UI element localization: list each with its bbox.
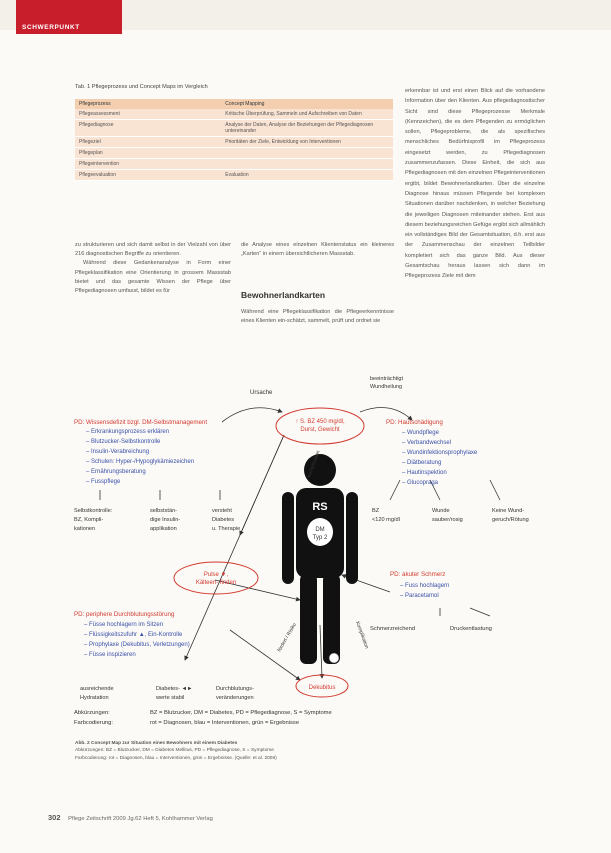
table-header-cell: Concept Mapping	[221, 99, 393, 109]
pd-wunde-item: – Hautinspektion	[402, 470, 447, 476]
column-left	[75, 241, 231, 296]
outcome-item: ausreichende	[80, 686, 114, 692]
pd-wunde-item: – Verbandwechsel	[402, 440, 452, 446]
pd-wissen-item: – Insulin-Verabreichung	[86, 449, 150, 455]
pd-wunde-item: – Glucopraga	[402, 480, 439, 486]
pd-wunde-item: – Wundinfektionsprophylaxe	[402, 450, 478, 456]
legend-label: Abkürzungen:	[74, 710, 110, 716]
label-factor: fördert / Risiko	[276, 622, 298, 653]
outcome-item: Selbstkontrolle:	[74, 508, 113, 514]
pd-schmerz-item: – Fuss hochlagern	[400, 583, 450, 589]
table-cell	[221, 159, 393, 170]
outcome-item: Hydratation	[80, 695, 109, 701]
pd-durchblutung-list	[84, 622, 190, 658]
puls-line1: Pulse ▼,	[203, 572, 229, 578]
table-cell: Pflegeintervention	[75, 159, 221, 170]
section-tab	[16, 0, 122, 34]
foot-wound-marker	[329, 653, 339, 663]
outcome-item: Schmerzreichend	[370, 626, 416, 632]
outcome-item: <120 mg/dl	[372, 517, 400, 523]
caption-line: Farbcodierung: rot = Diagnosen, blau = Interventionen, grün = Ergebnisse. (Quelle: et al. 2008)	[75, 755, 277, 761]
table-caption: Tab. 1 Pflegeprozess und Concept Maps im Vergleich	[75, 84, 208, 90]
table-row	[75, 170, 393, 181]
caption-line: Abkürzungen: BZ = Blutzucker, DM = Diabetes Mellitus, PD = Pflegediagnose, S = Symptome	[75, 748, 274, 754]
outcome-item: versteht	[212, 508, 232, 514]
outcome-item: selbststän-	[150, 508, 178, 514]
section-heading: Bewohnerlandkarten	[241, 290, 326, 300]
page-number: 302	[48, 813, 61, 822]
center-node-line2: Durst, Gewicht	[300, 427, 340, 433]
table-row	[75, 137, 393, 148]
table-cell: Pflegeplan	[75, 148, 221, 159]
paragraph: zu strukturieren und sich damit selbst in der Vielzahl von über 216 diagnostischen Begriffe zu orientieren.	[75, 242, 231, 258]
pd-wissen-item: – Schulen: Hyper-/Hypoglykämiezeichen	[86, 459, 195, 465]
outcome-item: Durchblutungs-	[216, 686, 254, 692]
outcome-item: BZ	[372, 508, 380, 514]
outcome-item: Keine Wund-	[492, 508, 525, 514]
table-row	[75, 109, 393, 120]
pd-durchblutung-item: – Füsse inspizieren	[84, 652, 136, 658]
center-node	[276, 408, 364, 444]
pd-wissen-item: – Fusspflege	[86, 479, 121, 485]
footer-text: Pflege Zeitschrift 2009 Jg.62 Heft 5, Kohlhammer Verlag	[68, 816, 213, 822]
figure-badge-line2: Typ 2	[312, 535, 328, 541]
outcome-item: u. Therapie	[212, 526, 241, 532]
table-cell: Evaluation	[221, 170, 393, 181]
outcome-item: dige Insulin-	[150, 517, 181, 523]
figure-initials: RS	[312, 501, 328, 513]
pd-wissen-list	[86, 429, 194, 485]
table-row	[75, 159, 393, 170]
concept-map	[60, 360, 552, 728]
legend-text: BZ = Blutzucker, DM = Diabetes, PD = Pflegediagnose, S = Symptome	[150, 710, 332, 716]
pd-schmerz-list	[400, 583, 449, 599]
diagram-legend	[74, 710, 332, 726]
pd-wissen-item: – Blutzucker-Selbstkontrolle	[86, 439, 161, 445]
outcome-item: kationen	[74, 526, 96, 532]
outcome-item: Diabetes- ◄►	[156, 686, 193, 692]
label-komplikation-right: Komplikation	[354, 620, 370, 650]
outcome-item: applikation	[150, 526, 177, 532]
table-row	[75, 148, 393, 159]
column-middle-bottom: Während eine Pflegeklassifikation die Pflegeerkenntnisse eines Klienten ein-schätzt, sammelt, prüft und ordnet sie	[241, 309, 394, 325]
table-header-cell: Pflegeprozess	[75, 99, 221, 109]
puls-line2: Kälteen- finden	[195, 580, 237, 586]
pd-schmerz-title: PD: akuter Schmerz	[390, 571, 446, 578]
table-cell	[221, 148, 393, 159]
outcome-item: Wunde	[432, 508, 450, 514]
pd-durchblutung-item: – Flüssigkeitszufuhr ▲, Ein-Kontrolle	[84, 632, 183, 638]
label-ursache: Ursache	[250, 390, 273, 396]
pd-wissen-item: – Erkrankungsprozess erklären	[86, 429, 170, 435]
pd-wissen-title: PD: Wissensdefizit bzgl. DM-Selbstmanagement	[74, 419, 208, 426]
pd-wunde-item: – Wundpflege	[402, 430, 439, 436]
paragraph: Während diese Gedankenanalyse in Form einer Pflegeklassifikation eine Orientierung in grossem Massstab bietet und das gesamte Wissen der Pflege über Pflegediagnosen umfasst, bildet es für	[75, 260, 231, 295]
label-wundheilung-2: Wundheilung	[370, 384, 403, 390]
pd-wunde-outcomes	[372, 508, 529, 523]
pd-wissen-outcomes	[74, 508, 240, 532]
table-cell: Pflegeassessment	[75, 109, 221, 120]
pd-schmerz-outcomes	[370, 626, 492, 632]
comparison-table	[75, 99, 393, 181]
pd-durchblutung-item: – Prophylaxe (Dekubitus, Verletzungen)	[84, 642, 190, 648]
pd-wunde-list	[402, 430, 478, 486]
column-right: erkennbar ist und erst einen Blick auf die vorhandene Information über den Klienten. Aus pflegediagnostischer Sicht sind diese Pflegeprozesse Merkmale (Kennzeichen), die es dem Pflegenden zu ermöglichen sollen, Pflegeprobleme, die als spezifisches menschliches Bedürfnisprofil im Pflegeprozess eingesetzt werden, zu Pflegediagnosen zusammenzufassen. Diese Einheit, die sich aus Pflegediagnosen mit den einzelnen Pflegeinterventionen ergibt, bildet Bewohnerlandkarten. Über die einzelne Diagnose hinaus müssen Pflegende bei komplexen Situationen darüber nachdenken, in welcher Beziehung die jeweiligen Diagnosen miteinander stehen. Erst aus diesem beziehungsreichen Gefüge ergibt sich allmählich ein vollständiges Bild der Gesamtsituation, d.h. erst aus der Zusammenschau der einzelnen Teilbilder kompletiert sich das ganze Bild. Aus dieser Gesamtschau heraus lassen sich dann im Pflegeprozess Ziele mit dem	[405, 88, 545, 280]
outcome-item: sauber/rosig	[432, 517, 463, 523]
label-komplikation-left: Komplikation	[306, 449, 322, 479]
label-wundheilung: beeinträchtigt	[370, 376, 404, 382]
pd-wunde-title: PD: Hautschädigung	[386, 419, 443, 426]
outcome-item: Druckentlastung	[450, 626, 492, 632]
table-row	[75, 120, 393, 137]
table-cell: Prioritäten der Ziele, Entwicklung von Interventionen	[221, 137, 393, 148]
pd-wissen-item: – Ernährungsberatung	[86, 469, 146, 475]
section-label: SCHWERPUNKT	[22, 24, 80, 31]
table-cell: Pflegeevaluation	[75, 170, 221, 181]
figure-caption	[75, 740, 375, 762]
pd-schmerz-item: – Paracetamol	[400, 593, 439, 599]
dekubitus-label: Dekubitus	[308, 685, 336, 691]
outcome-item: veränderungen	[216, 695, 254, 701]
table-cell: Pflegediagnose	[75, 120, 221, 137]
column-middle-top: die Analyse eines einzelnen Klientenstatus ein kleineres „Karten“ in einem übersichtlicheren Massstab.	[241, 242, 394, 258]
caption-title: Abb. 2 Concept Map zur Situation eines Bewohners mit einem Diabetes	[75, 741, 238, 746]
figure-badge-line1: DM	[315, 527, 325, 533]
pd-wunde-item: – Diätberatung	[402, 460, 442, 466]
table-cell: Analyse der Daten, Analyse der Beziehungen der Pflegediagnosen untereinander	[221, 120, 393, 137]
legend-label: Farbcodierung:	[74, 720, 113, 726]
legend-text: rot = Diagnosen, blau = Interventionen, grün = Ergebnisse	[150, 720, 300, 726]
outcome-item: werte stabil	[156, 695, 185, 701]
outcome-item: BZ, Kompli-	[74, 517, 104, 523]
page-footer	[48, 813, 213, 822]
pd-durchblutung-title: PD: periphere Durchblutungsstörung	[74, 611, 175, 618]
pd-durchblutung-outcomes	[80, 686, 254, 701]
outcome-item: geruch/Rötung	[492, 517, 529, 523]
center-node-line1: ↑ S. BZ 450 mg/dl,	[295, 419, 345, 425]
table-cell: Pflegeziel	[75, 137, 221, 148]
table-cell: Kritische Überprüfung, Sammeln und Aufschreiben von Daten	[221, 109, 393, 120]
pd-durchblutung-item: – Füsse hochlagern im Sitzen	[84, 622, 164, 628]
outcome-item: Diabetes	[212, 517, 235, 523]
